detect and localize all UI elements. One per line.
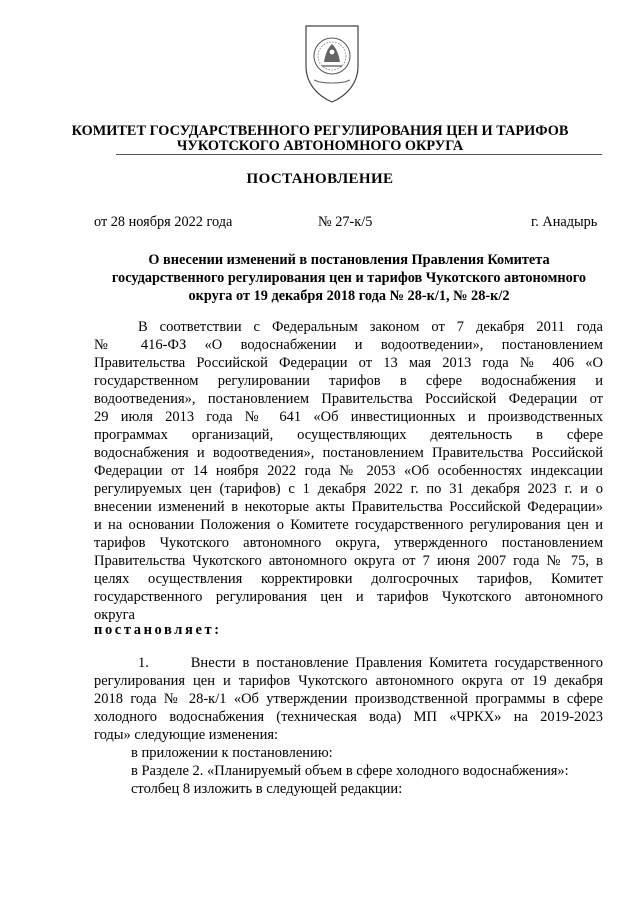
organization-name-line2: ЧУКОТСКОГО АВТОНОМНОГО ОКРУГА (176, 138, 464, 154)
document-title: ПОСТАНОВЛЕНИЕ (246, 171, 394, 187)
preamble-line: тарифов Чукотского автономного округа, утвержденного постановлением (94, 535, 603, 551)
preamble-line: В соответствии с Федеральным законом от 7 декабря 2011 года (138, 319, 603, 335)
preamble-line: округа (94, 607, 135, 623)
sub-line: в Разделе 2. «Планируемый объем в сфере холодного водоснабжения»: (131, 763, 569, 779)
preamble-line: внесении изменений в некоторые акты Правительства Российской Федерации» (94, 499, 603, 515)
item1-line: годы» следующие изменения: (94, 727, 279, 743)
coat-of-arms-icon (300, 22, 364, 106)
item1-line: 1. Внести в постановление Правления Комитета государственного (138, 655, 603, 671)
preamble-line: программах организаций, осуществляющих деятельность в сфере (94, 427, 603, 443)
resolves-word: постановляет: (94, 622, 222, 638)
item1-line: 2018 года № 28-к/1 «Об утверждении производственной программы в сфере (94, 691, 603, 707)
preamble-line: Федерации от 14 ноября 2022 года № 2053 «Об особенностях индексации (94, 463, 603, 479)
document-subject: О внесении изменений в постановления Правления Комитета государственного регулирования цен и тарифов Чукотского автономного округа от 19 декабря 2018 года № 28-к/1, № 28-к/2 (111, 252, 587, 304)
item1-line: холодного водоснабжения (техническая вода) МП «ЧРКХ» на 2019-2023 (94, 709, 603, 725)
preamble-line: водоотведения», постановлением Правительства Российской Федерации от (94, 391, 603, 407)
sub-line: столбец 8 изложить в следующей редакции: (131, 781, 403, 797)
item1-line: регулирования цен и тарифов Чукотского автономного округа от 19 декабря (94, 673, 603, 689)
preamble-line: № 416-ФЗ «О водоснабжении и водоотведении», постановлением (94, 337, 603, 353)
preamble-line: 29 июля 2013 года № 641 «Об инвестиционных и производственных (94, 409, 603, 425)
preamble-line: Правительства Чукотского автономного округа от 7 июня 2007 года № 75, в (94, 553, 603, 569)
document-number: № 27-к/5 (318, 214, 373, 230)
document-date: от 28 ноября 2022 года (94, 214, 233, 230)
document-city: г. Анадырь (531, 214, 598, 230)
preamble-line: Правительства Российской Федерации от 13 мая 2013 года № 406 «О (94, 355, 603, 371)
header-divider (116, 154, 602, 155)
preamble-line: водоснабжения и водоотведения», постановлением Правительства Российской (94, 445, 603, 461)
preamble-line: государственном регулировании тарифов в сфере водоснабжения и (94, 373, 603, 389)
preamble-line: регулируемых цен (тарифов) с 1 декабря 2022 г. по 31 декабря 2023 г. и о (94, 481, 603, 497)
organization-name-line1: КОМИТЕТ ГОСУДАРСТВЕННОГО РЕГУЛИРОВАНИЯ ЦЕН И ТАРИФОВ (71, 123, 569, 139)
sub-line: в приложении к постановлению: (131, 745, 333, 761)
preamble-line: и на основании Положения о Комитете государственного регулирования цен и (94, 517, 603, 533)
preamble-line: целях осуществления корректировки долгосрочных тарифов, Комитет (94, 571, 603, 587)
preamble-line: государственного регулирования цен и тарифов Чукотского автономного (94, 589, 603, 605)
